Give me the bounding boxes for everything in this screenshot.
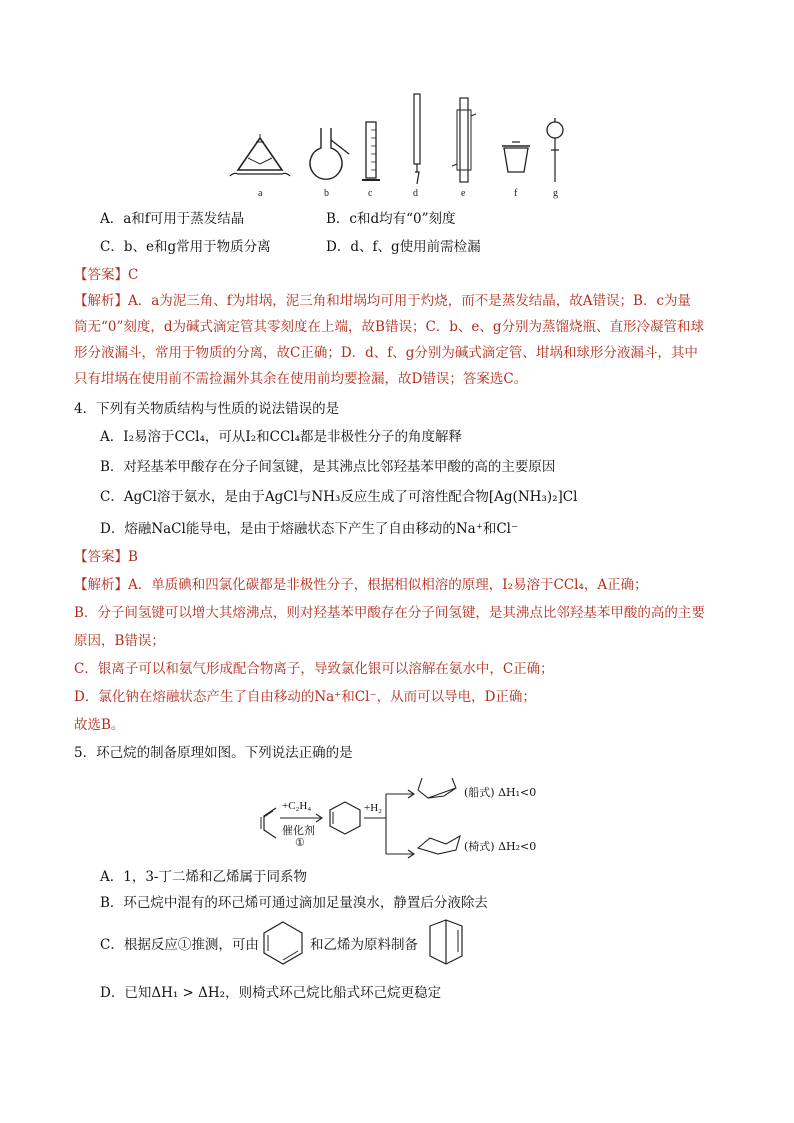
graduated-cylinder-icon (362, 120, 382, 186)
apparatus-label-d: d (413, 188, 418, 199)
q5-option-b: B．环己烷中混有的环己烯可通过滴加足量溴水，静置后分液除去 (100, 895, 488, 911)
apparatus-label-e: e (461, 188, 466, 199)
q4-answer: 【答案】B (74, 549, 138, 565)
q5-option-a: A．1，3-丁二烯和乙烯属于同系物 (100, 869, 307, 885)
q4-analysis-line-1: 【解析】A．单质碘和四氯化碳都是非极性分子，根据相似相溶的原理，I₂易溶于CCl₄，A正确； (74, 577, 648, 593)
boat-cyclohexane-icon (416, 776, 460, 806)
q5-stem: 5．环己烷的制备原理如图。下列说法正确的是 (74, 745, 353, 761)
arrow-1-icon (280, 814, 326, 822)
q3-analysis-line-1: 【解析】A．a为泥三角、f为坩埚，泥三角和坩埚均可用于灼烧，而不是蒸发结晶，故A错误；B．c为量 (74, 293, 692, 309)
clay-triangle-icon (230, 130, 290, 180)
cyclohexene-icon (328, 800, 362, 836)
apparatus-label-b: b (324, 188, 329, 199)
q3-option-c: C．b、e和g常用于物质分离 (100, 239, 271, 255)
condenser-icon (452, 98, 476, 188)
chair-cyclohexane-icon (416, 832, 462, 860)
q5-option-c-prefix: C．根据反应①推测，可由 (100, 937, 259, 953)
q4-option-d: D．熔融NaCl能导电，是由于熔融状态下产生了自由移动的Na⁺和Cl⁻ (100, 521, 519, 537)
q3-answer: 【答案】C (74, 267, 139, 283)
catalyst-label: 催化剂 (282, 824, 315, 837)
q4-analysis-line-2: B．分子间氢键可以增大其熔沸点，则对羟基苯甲酸存在分子间氢键，是其沸点比邻羟基苯甲酸的高的主要 (74, 605, 705, 621)
reagent-hydrogen: +H₂ (364, 802, 382, 814)
cyclohexadiene-icon (262, 920, 304, 966)
q3-option-d: D．d、f、g使用前需检漏 (326, 239, 481, 255)
boat-label: (船式) ΔH₁<0 (464, 786, 537, 799)
q3-analysis-line-4: 只有坩埚在使用前不需捡漏外其余在使用前均要捡漏，故D错误；答案选C。 (74, 371, 528, 387)
q4-analysis-line-6: 故选B。 (74, 717, 125, 733)
q3-option-a: A．a和f可用于蒸发结晶 (100, 211, 245, 227)
q4-option-c: C．AgCl溶于氨水，是由于AgCl与NH₃反应生成了可溶性配合物[Ag(NH₃)₂]Cl (100, 489, 578, 505)
step-number: ① (295, 836, 305, 849)
q4-analysis-line-4: C．银离子可以和氨气形成配合物离子，导致氯化银可以溶解在氨水中，C正确； (74, 661, 554, 677)
branch-arrows-icon (364, 790, 420, 860)
apparatus-label-a: a (258, 188, 263, 199)
chair-label: (椅式) ΔH₂<0 (464, 840, 537, 853)
reagent-ethylene: +C₂H₄ (282, 800, 312, 812)
apparatus-label-c: c (368, 188, 373, 199)
q4-analysis-line-3: 原因，B错误； (74, 633, 165, 649)
q3-analysis-line-2: 筒无“0”刻度，d为碱式滴定管其零刻度在上端，故B错误；C．b、e、g分别为蒸馏烧瓶、直形冷凝管和球 (74, 319, 705, 335)
apparatus-label-g: g (553, 188, 558, 199)
q4-option-b: B．对羟基苯甲酸存在分子间氢键，是其沸点比邻羟基苯甲酸的高的主要原因 (100, 459, 556, 475)
separatory-funnel-icon (545, 116, 565, 186)
q4-stem: 4．下列有关物质结构与性质的说法错误的是 (74, 401, 340, 417)
q3-option-b: B．c和d均有“0”刻度 (326, 211, 456, 227)
q5-option-c-middle: 和乙烯为原料制备 (310, 937, 418, 953)
bicyclooctene-icon (424, 918, 468, 966)
butadiene-structure-icon (256, 806, 282, 840)
crucible-icon (500, 140, 532, 174)
q4-option-a: A．I₂易溶于CCl₄，可从I₂和CCl₄都是非极性分子的角度解释 (100, 429, 463, 445)
burette-icon (410, 94, 424, 186)
distillation-flask-icon (303, 126, 353, 186)
apparatus-label-f: f (514, 188, 518, 199)
q3-analysis-line-3: 形分液漏斗，常用于物质的分离，故C正确；D．d、f、g分别为碱式滴定管、坩埚和球形分液漏斗，其中 (74, 345, 698, 361)
q4-analysis-line-5: D．氯化钠在熔融状态产生了自由移动的Na⁺和Cl⁻，从而可以导电，D正确； (74, 689, 536, 705)
q5-option-d: D．已知ΔH₁ > ΔH₂，则椅式环己烷比船式环己烷更稳定 (100, 985, 442, 1001)
